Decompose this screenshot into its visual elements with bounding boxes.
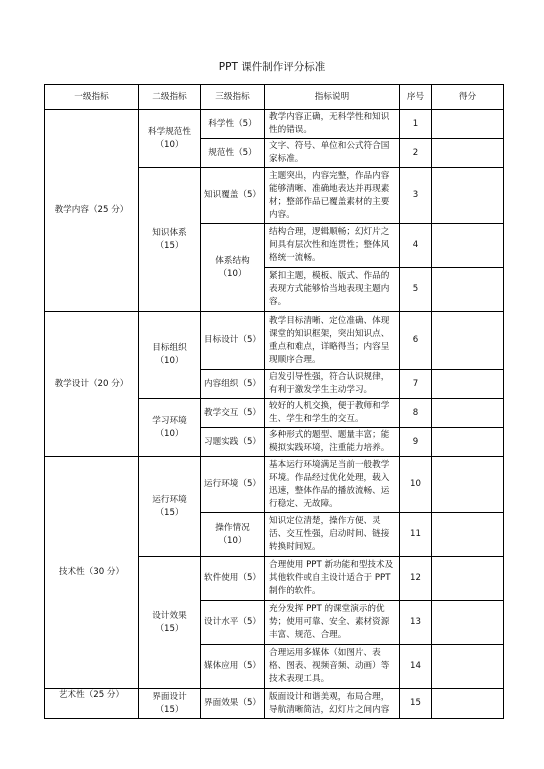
description-cell: 充分发挥 PPT 的课堂演示的优势；使用可靠、安全、素材资源丰富、规范、合理。 bbox=[265, 601, 400, 645]
level3-cell: 运行环境（5） bbox=[201, 457, 265, 513]
level3-cell: 目标设计（5） bbox=[201, 312, 265, 370]
number-cell: 13 bbox=[400, 601, 432, 645]
description-cell: 教学内容正确，无科学性和知识性的错误。 bbox=[265, 110, 400, 139]
header-row bbox=[45, 85, 504, 110]
level1-cell: 艺术性（25 分） bbox=[45, 689, 139, 719]
number-cell: 15 bbox=[400, 689, 432, 719]
level2-cell: 运行环境 （15） bbox=[139, 457, 201, 557]
score-cell[interactable] bbox=[432, 312, 504, 370]
score-cell[interactable] bbox=[432, 689, 504, 719]
number-cell: 4 bbox=[400, 224, 432, 268]
description-cell: 合理使用 PPT 新功能和型技术及其他软件或自主设计适合于 PPT 制作的软件。 bbox=[265, 557, 400, 601]
level3-cell: 教学交互（5） bbox=[201, 399, 265, 428]
description-cell: 结构合理，逻辑顺畅；幻灯片之间具有层次性和连贯性；整体风格统一流畅。 bbox=[265, 224, 400, 268]
header-score: 得分 bbox=[432, 85, 504, 110]
level3-cell: 操作情况 （10） bbox=[201, 513, 265, 557]
header-description: 指标说明 bbox=[265, 85, 400, 110]
score-cell[interactable] bbox=[432, 457, 504, 513]
level1-cell: 教学设计（20 分） bbox=[45, 312, 139, 457]
number-cell: 8 bbox=[400, 399, 432, 428]
level2-cell: 知识体系 （15） bbox=[139, 168, 201, 312]
score-cell[interactable] bbox=[432, 370, 504, 399]
level3-cell: 内容组织（5） bbox=[201, 370, 265, 399]
description-cell: 教学目标清晰、定位准确、体现课堂的知识框架，突出知识点、重点和难点，详略得当；内容呈现顺序合理。 bbox=[265, 312, 400, 370]
description-cell: 较好的人机交换，便于教师和学生、学生和学生的交互。 bbox=[265, 399, 400, 428]
number-cell: 2 bbox=[400, 139, 432, 168]
level3-cell: 媒体应用（5） bbox=[201, 645, 265, 689]
header-level2: 二级指标 bbox=[139, 85, 201, 110]
description-cell: 主题突出，内容完整，作品内容能够清晰、准确地表达并再现素材；整部作品已覆盖素材的主要内容。 bbox=[265, 168, 400, 224]
level3-cell: 界面效果（5） bbox=[201, 689, 265, 719]
scoring-table bbox=[44, 84, 504, 719]
header-level1: 一级指标 bbox=[45, 85, 139, 110]
level1-cell: 技术性（30 分） bbox=[45, 457, 139, 689]
page-title: PPT 课件制作评分标准 bbox=[218, 61, 326, 73]
score-cell[interactable] bbox=[432, 513, 504, 557]
table-row bbox=[45, 457, 504, 513]
description-cell: 多种形式的题型、题量丰富；能模拟实践环境，注重能力培养。 bbox=[265, 428, 400, 457]
level2-cell: 学习环境 （10） bbox=[139, 399, 201, 457]
header-number: 序号 bbox=[400, 85, 432, 110]
level3-cell: 体系结构 （10） bbox=[201, 224, 265, 312]
number-cell: 1 bbox=[400, 110, 432, 139]
description-cell: 基本运行环境满足当前一般教学环境。作品经过优化处理，载入迅速，整体作品的播放流畅、运行稳定、无故障。 bbox=[265, 457, 400, 513]
number-cell: 3 bbox=[400, 168, 432, 224]
number-cell: 9 bbox=[400, 428, 432, 457]
score-cell[interactable] bbox=[432, 601, 504, 645]
description-cell: 知识定位清楚，操作方便、灵活、交互性强，启动时间、链接转换时间短。 bbox=[265, 513, 400, 557]
level3-cell: 设计水平（5） bbox=[201, 601, 265, 645]
table-row bbox=[45, 110, 504, 139]
level3-cell: 知识覆盖（5） bbox=[201, 168, 265, 224]
score-cell[interactable] bbox=[432, 428, 504, 457]
level3-cell: 习题实践（5） bbox=[201, 428, 265, 457]
score-cell[interactable] bbox=[432, 139, 504, 168]
level2-cell: 目标组织 （10） bbox=[139, 312, 201, 399]
score-cell[interactable] bbox=[432, 645, 504, 689]
number-cell: 10 bbox=[400, 457, 432, 513]
description-cell: 紧扣主题，模板、版式、作品的表现方式能够恰当地表现主题内容。 bbox=[265, 268, 400, 312]
number-cell: 14 bbox=[400, 645, 432, 689]
score-cell[interactable] bbox=[432, 399, 504, 428]
score-cell[interactable] bbox=[432, 110, 504, 139]
score-cell[interactable] bbox=[432, 224, 504, 268]
description-cell: 合理运用多媒体（如图片、表格、图表、视频音频、动画）等技术表现工具。 bbox=[265, 645, 400, 689]
level2-cell: 设计效果 （15） bbox=[139, 557, 201, 689]
score-cell[interactable] bbox=[432, 168, 504, 224]
table-row bbox=[45, 312, 504, 370]
description-cell: 启发引导性强，符合认识规律，有利于激发学生主动学习。 bbox=[265, 370, 400, 399]
level3-cell: 软件使用（5） bbox=[201, 557, 265, 601]
number-cell: 6 bbox=[400, 312, 432, 370]
number-cell: 7 bbox=[400, 370, 432, 399]
description-cell: 版面设计和谐美观，布局合理，导航清晰简洁，幻灯片之间内容 bbox=[265, 689, 400, 719]
description-cell: 文字、符号、单位和公式符合国家标准。 bbox=[265, 139, 400, 168]
table-row bbox=[45, 689, 504, 719]
number-cell: 11 bbox=[400, 513, 432, 557]
level2-cell: 界面设计 （15） bbox=[139, 689, 201, 719]
level3-cell: 科学性（5） bbox=[201, 110, 265, 139]
number-cell: 5 bbox=[400, 268, 432, 312]
score-cell[interactable] bbox=[432, 557, 504, 601]
level2-cell: 科学规范性 （10） bbox=[139, 110, 201, 168]
number-cell: 12 bbox=[400, 557, 432, 601]
score-cell[interactable] bbox=[432, 268, 504, 312]
level3-cell: 规范性（5） bbox=[201, 139, 265, 168]
level1-cell: 教学内容（25 分） bbox=[45, 110, 139, 312]
header-level3: 三级指标 bbox=[201, 85, 265, 110]
